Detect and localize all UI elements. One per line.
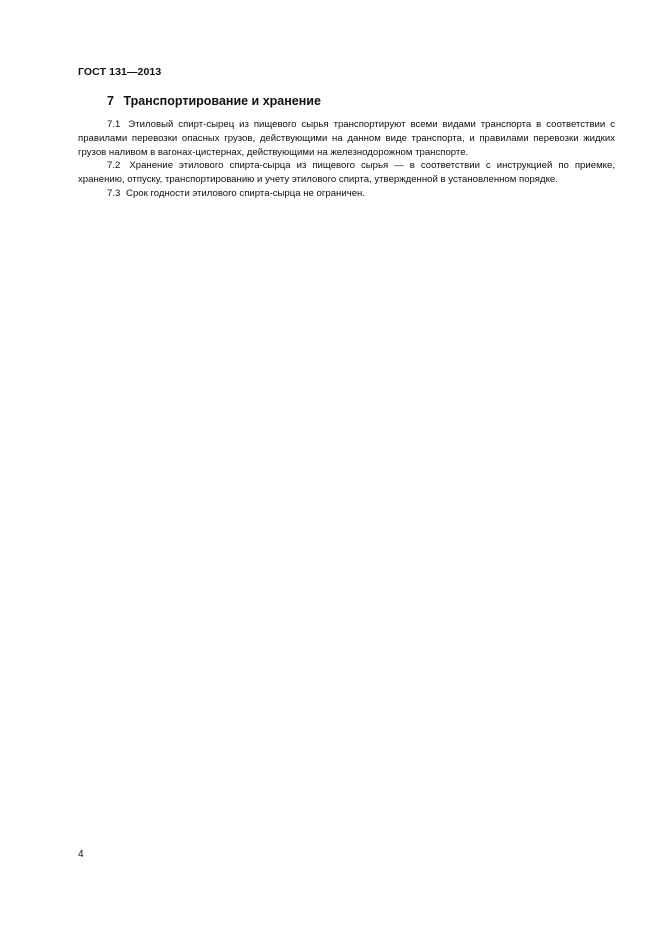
document-header: ГОСТ 131—2013 [78, 66, 162, 78]
section-title: Транспортирование и хранение [123, 94, 321, 108]
section-number: 7 [107, 94, 114, 108]
paragraph-7-2 [78, 159, 615, 187]
paragraph-text: Хранение этилового спирта-сырца из пищевого сырья — в соответствии с инструкцией по приемке, хранению, отпуску, транспортированию и учету этилового спирта, утвержденной в установленном порядке. [78, 160, 615, 186]
section-body [78, 118, 615, 201]
paragraph-number: 7.3 [107, 187, 121, 199]
paragraph-7-1 [78, 118, 615, 159]
paragraph-number: 7.2 [107, 160, 121, 172]
paragraph-text: Срок годности этилового спирта-сырца не ограничен. [126, 187, 366, 199]
section-heading [107, 94, 321, 108]
paragraph-7-3 [78, 187, 615, 201]
paragraph-number: 7.1 [107, 119, 121, 130]
paragraph-text: Этиловый спирт-сырец из пищевого сырья транспортируют всеми видами транспорта в соответствии с правилами перевозки опасных грузов, действующими на данном виде транспорта, и правилами перевозки жидких грузов наливом в вагонах-цистернах, действующими на железнодорожном транспорте. [78, 119, 615, 158]
page-number: 4 [78, 849, 84, 860]
